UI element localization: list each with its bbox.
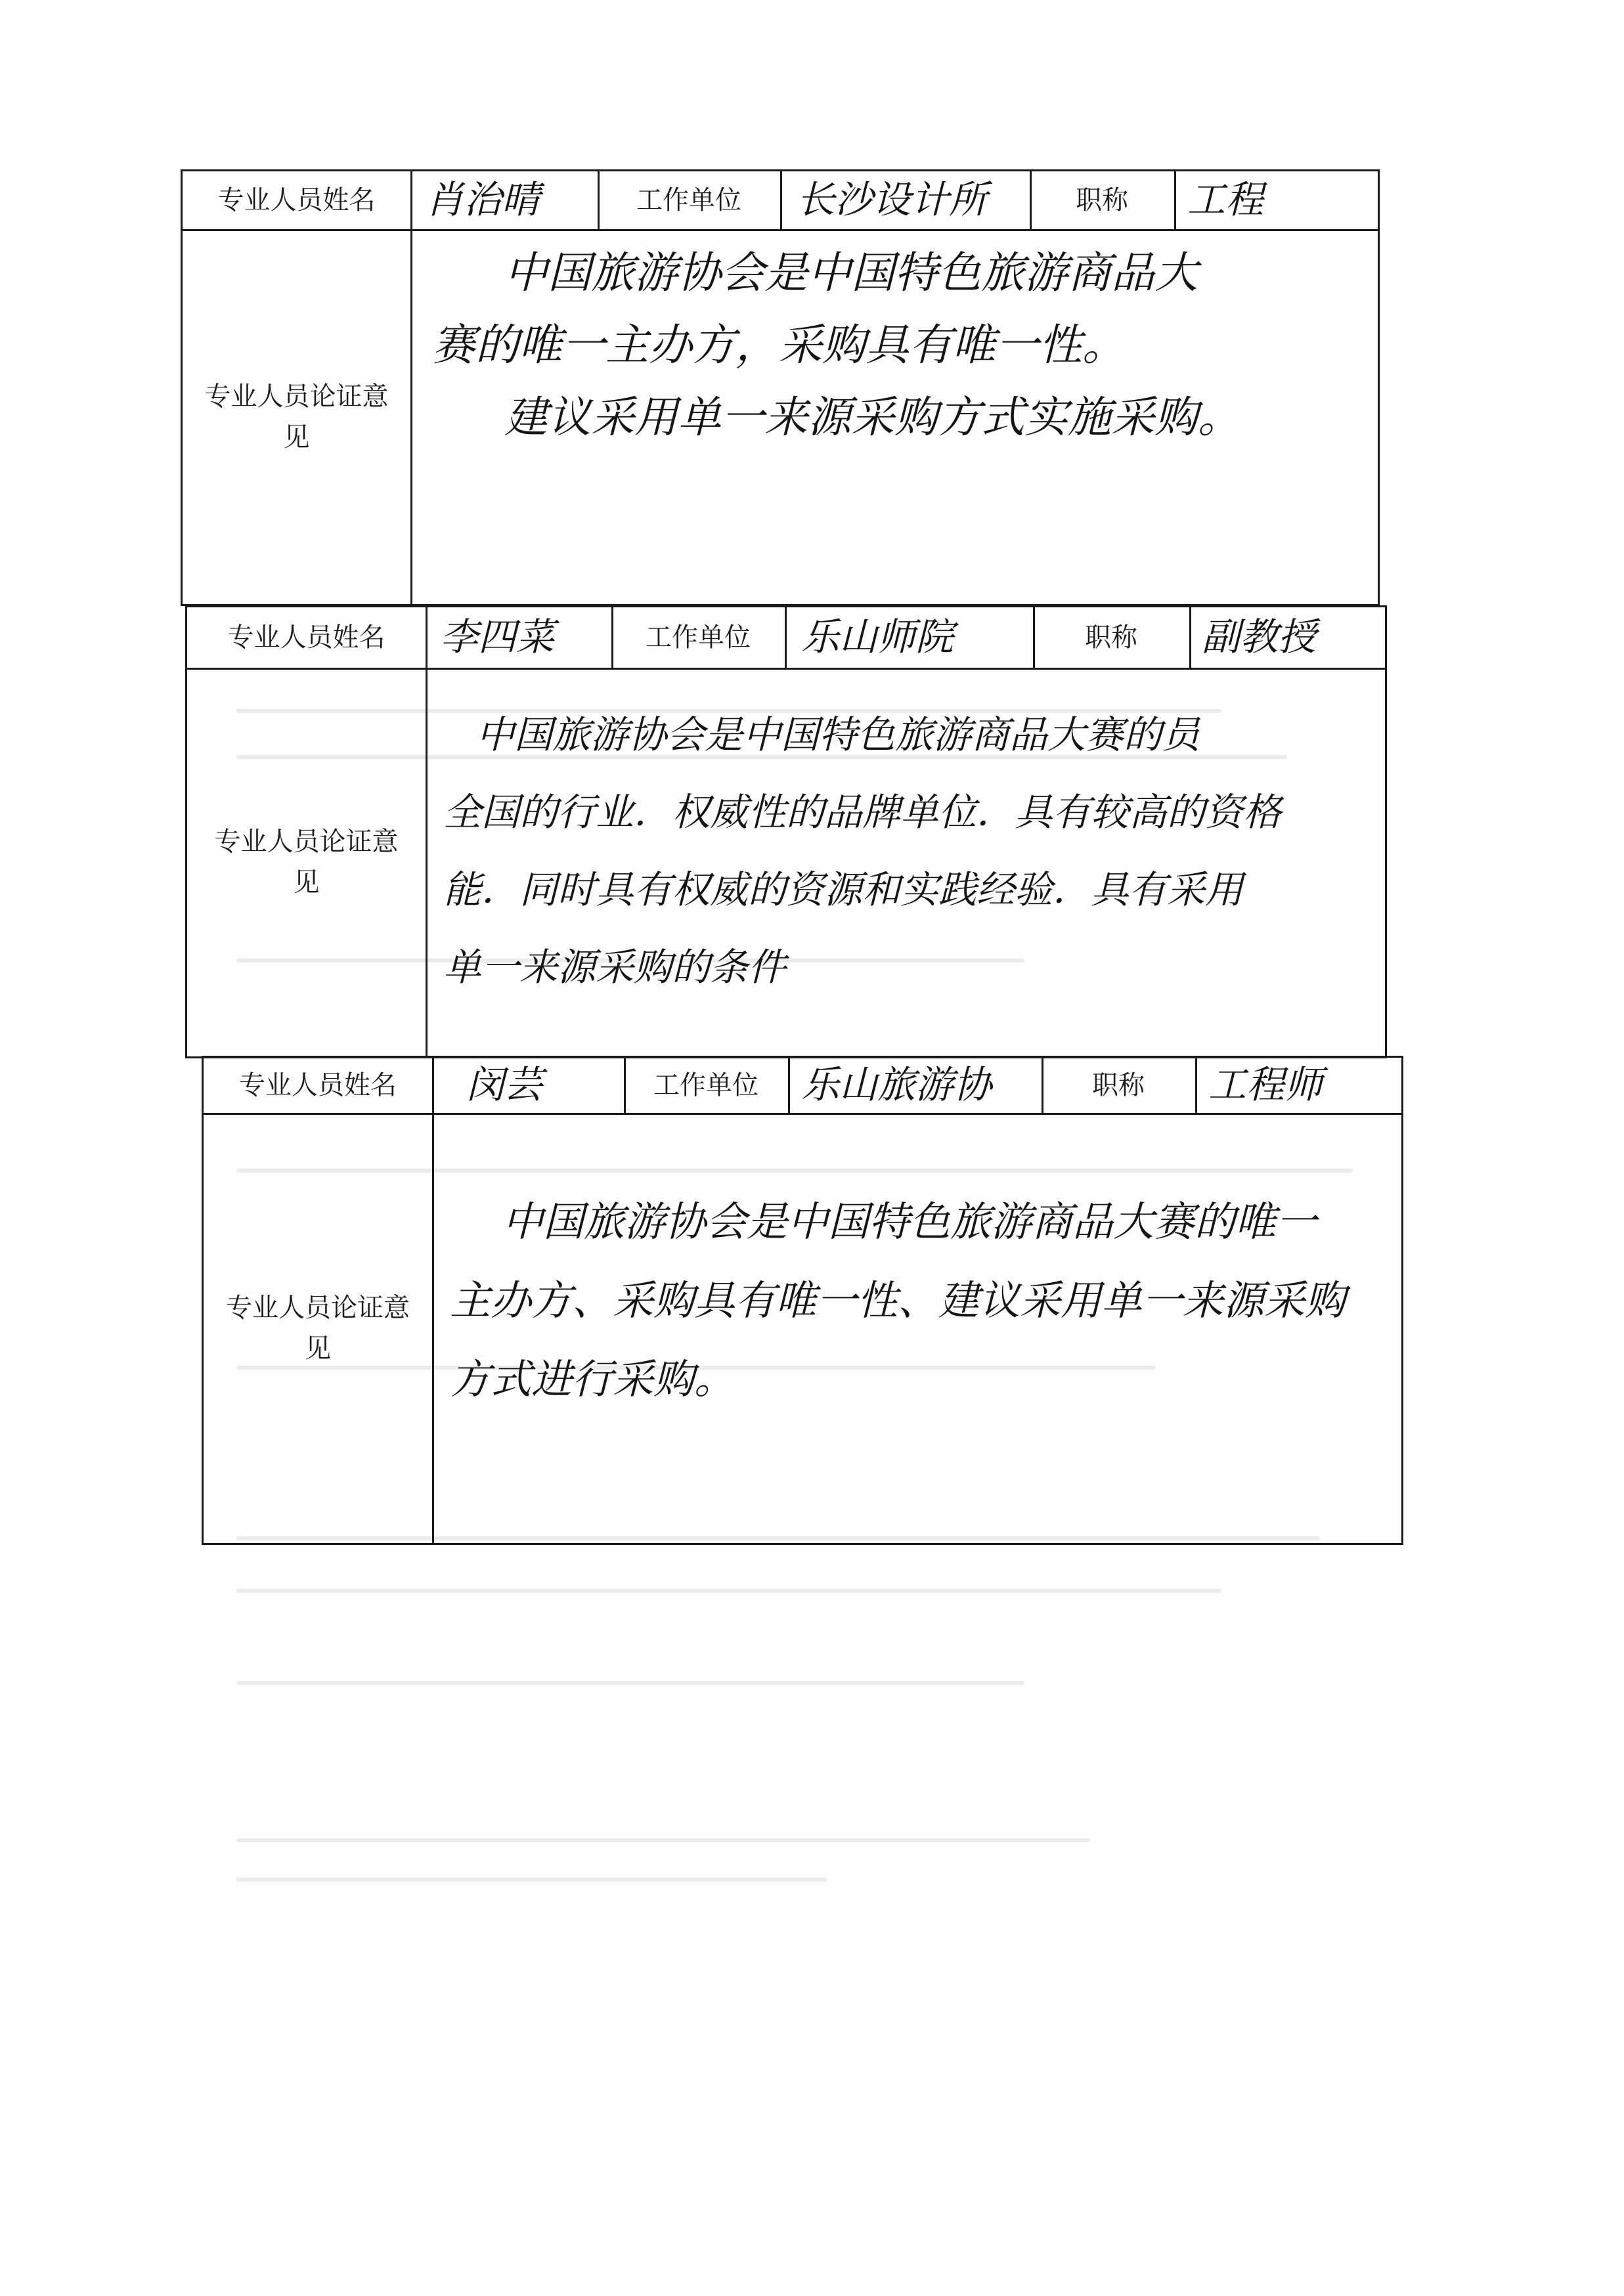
opinion-line: 能．同时具有权威的资源和实践经验．具有采用 — [443, 867, 1244, 912]
opinion-label: 专业人员论证意 见 — [214, 827, 399, 898]
opinion-line: 中国旅游协会是中国特色旅游商品大赛的唯一 — [502, 1198, 1317, 1245]
expert-title: 副教授 — [1202, 615, 1317, 659]
expert-unit: 乐山师院 — [801, 615, 954, 659]
opinion-line: 中国旅游协会是中国特色旅游商品大 — [504, 248, 1198, 298]
unit-label: 工作单位 — [646, 622, 751, 653]
opinion-label: 专业人员论证意 见 — [226, 1292, 410, 1364]
expert-opinion — [450, 1182, 1346, 1419]
expert-name: 闵芸 — [466, 1062, 543, 1107]
name-label: 专业人员姓名 — [217, 185, 376, 215]
title-label: 职称 — [1085, 622, 1137, 653]
expert-title: 工程 — [1187, 177, 1264, 222]
opinion-line: 方式进行采购。 — [450, 1355, 735, 1403]
opinion-line: 单一来源采购的条件 — [443, 945, 787, 989]
title-label: 职称 — [1076, 185, 1128, 215]
expert-name: 肖治晴 — [426, 177, 540, 222]
expert-unit: 长沙设计所 — [797, 177, 988, 222]
title-label: 职称 — [1092, 1070, 1145, 1100]
expert-block-3 — [202, 1056, 1403, 1545]
expert-title: 工程师 — [1208, 1062, 1323, 1107]
name-label: 专业人员姓名 — [227, 622, 385, 653]
expert-unit: 乐山旅游协 — [801, 1062, 992, 1107]
expert-block-1 — [181, 169, 1380, 606]
expert-opinion — [432, 237, 1241, 454]
opinion-line: 全国的行业．权威性的品牌单位．具有较高的资格 — [443, 790, 1282, 834]
opinion-line: 赛的唯一主办方，采购具有唯一性。 — [432, 320, 1126, 370]
opinion-line: 建议采用单一来源采购方式实施采购。 — [504, 392, 1241, 443]
unit-label: 工作单位 — [653, 1070, 758, 1100]
expert-name: 李四菜 — [440, 615, 555, 659]
opinion-label: 专业人员论证意 见 — [204, 381, 389, 452]
label-column-divider — [410, 171, 412, 604]
opinion-line: 中国旅游协会是中国特色旅游商品大赛的员 — [476, 712, 1200, 757]
unit-label: 工作单位 — [636, 185, 741, 215]
opinion-line: 主办方、采购具有唯一性、建议采用单一来源采购 — [450, 1276, 1346, 1324]
expert-opinion — [443, 696, 1281, 1006]
name-label: 专业人员姓名 — [239, 1070, 397, 1100]
expert-block-2 — [185, 605, 1387, 1058]
